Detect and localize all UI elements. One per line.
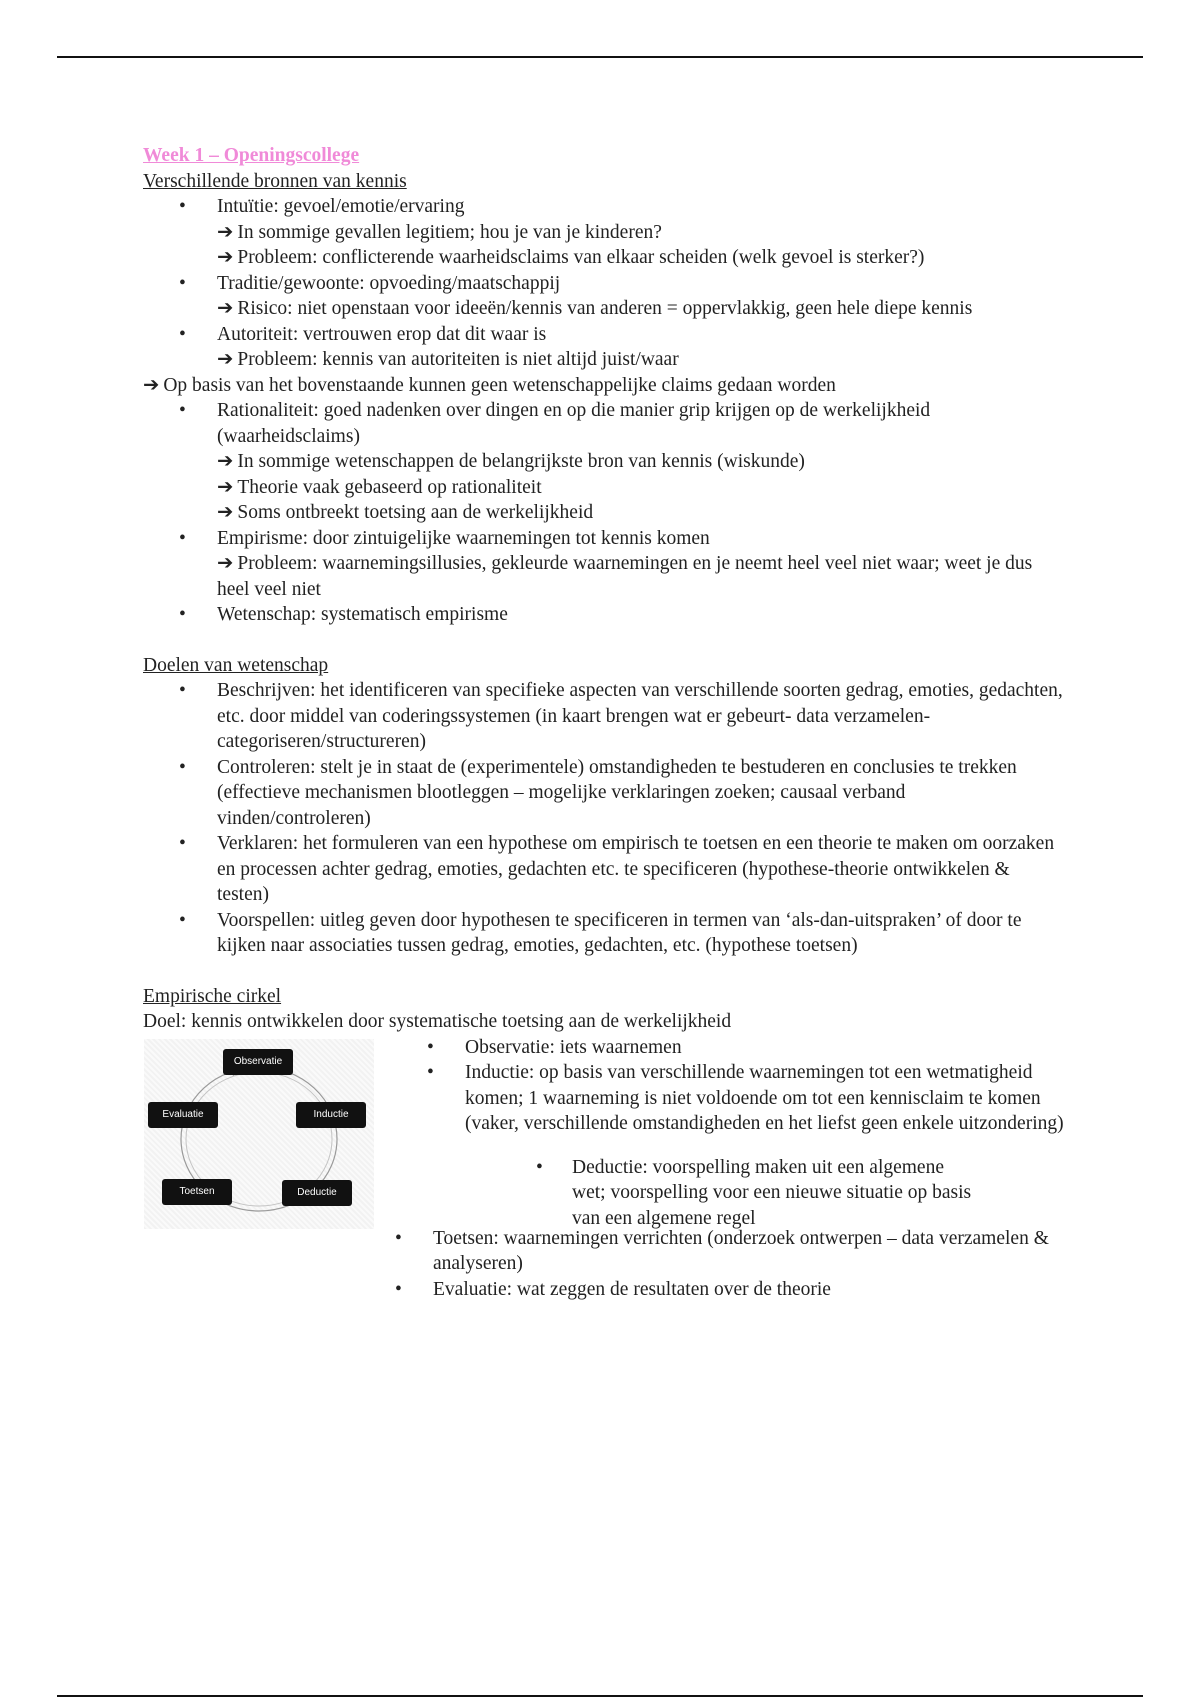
list-item: • Empirisme: door zintuigelijke waarnemingen tot kennis komen	[143, 526, 1063, 552]
arrow-note	[143, 220, 1063, 246]
section-heading-goals: Doelen van wetenschap	[143, 654, 329, 676]
list-item: • Voorspellen: uitleg geven door hypothesen te specificeren in termen van ‘als-dan-uitspraken’ of door te kijken naar associaties tussen gedrag, emoties, gedachten, etc. (hypothese toetsen)	[143, 908, 1063, 959]
arrow-note	[143, 475, 1063, 501]
node-inductie: Inductie	[296, 1102, 366, 1128]
list-item: • Verklaren: het formuleren van een hypothese om empirisch te toetsen en een theorie te maken om oorzaken en processen achter gedrag, emoties, gedachten etc. te specificeren (hypothese-theorie ontwikkelen & testen)	[143, 831, 1063, 908]
arrow-icon: ➔	[217, 553, 234, 574]
list-item: • Observatie: iets waarnemen	[391, 1035, 1081, 1061]
bottom-rule	[57, 1695, 1143, 1697]
list-item: • Toetsen: waarnemingen verrichten (onderzoek ontwerpen – data verzamelen & analyseren)	[359, 1226, 1079, 1277]
cycle-goal: Doel: kennis ontwikkelen door systematische toetsing aan de werkelijkheid	[143, 1011, 732, 1032]
note-text: Probleem: conflicterende waarheidsclaims van elkaar scheiden (welk gevoel is sterker?)	[237, 247, 925, 268]
list-item: • Wetenschap: systematisch empirisme	[143, 602, 1063, 628]
conclusion-line	[143, 373, 1063, 399]
arrow-note	[143, 551, 1063, 602]
arrow-note	[143, 245, 1063, 271]
list-item: • Evaluatie: wat zeggen de resultaten over de theorie	[359, 1277, 1079, 1303]
conclusion-text: Op basis van het bovenstaande kunnen geen wetenschappelijke claims gedaan worden	[163, 374, 836, 396]
arrow-icon: ➔	[143, 374, 160, 396]
document-body	[143, 143, 1063, 1325]
note-text: Risico: niet openstaan voor ideeën/kennis van anderen = oppervlakkig, geen hele diepe kennis	[237, 298, 973, 319]
arrow-note	[143, 449, 1063, 475]
arrow-icon: ➔	[217, 221, 234, 243]
arrow-icon: ➔	[217, 349, 234, 370]
page-title: Week 1 – Openingscollege	[143, 145, 360, 166]
top-rule	[57, 56, 1143, 58]
note-text: In sommige wetenschappen de belangrijkste bron van kennis (wiskunde)	[237, 451, 805, 472]
cycle-list	[391, 1035, 1081, 1137]
node-toetsen: Toetsen	[162, 1179, 232, 1205]
list-item: • Intuïtie: gevoel/emotie/ervaring	[143, 194, 1063, 220]
note-text: Probleem: kennis van autoriteiten is niet altijd juist/waar	[237, 349, 679, 370]
empirical-cycle-block	[143, 1035, 1063, 1325]
note-text: Theorie vaak gebaseerd op rationaliteit	[237, 476, 542, 498]
arrow-icon: ➔	[217, 247, 234, 268]
note-text: Soms ontbreekt toetsing aan de werkelijkheid	[237, 502, 594, 523]
spacer	[143, 959, 1063, 984]
arrow-note	[143, 296, 1063, 322]
list-item: • Rationaliteit: goed nadenken over dingen en op die manier grip krijgen op de werkelijkheid (waarheidsclaims)	[143, 398, 1063, 449]
arrow-icon: ➔	[217, 451, 234, 472]
cycle-sublist	[536, 1155, 981, 1232]
note-text: In sommige gevallen legitiem; hou je van je kinderen?	[237, 221, 662, 243]
section-heading-sources: Verschillende bronnen van kennis	[143, 170, 407, 192]
arrow-note	[143, 347, 1063, 373]
note-text: Probleem: waarnemingsillusies, gekleurde waarnemingen en je neemt heel veel niet waar; weet je dus heel veel niet	[217, 553, 1033, 600]
arrow-note	[143, 500, 1063, 526]
list-item: • Deductie: voorspelling maken uit een algemene wet; voorspelling voor een nieuwe situatie op basis van een algemene regel	[536, 1155, 981, 1232]
arrow-icon: ➔	[217, 476, 234, 498]
empirical-cycle-diagram	[144, 1039, 374, 1229]
list-item: • Traditie/gewoonte: opvoeding/maatschappij	[143, 271, 1063, 297]
spacer	[143, 628, 1063, 653]
list-item: • Beschrijven: het identificeren van specifieke aspecten van verschillende soorten gedrag, emoties, gedachten, etc. door middel van coderingssystemen (in kaart brengen wat er gebeurt- data verzamelen- categoriseren/structureren)	[143, 678, 1063, 755]
list-item: • Inductie: op basis van verschillende waarnemingen tot een wetmatigheid komen; 1 waarneming is niet voldoende om tot een kennisclaim te komen (vaker, verschillende omstandigheden en het liefst geen enkele uitzondering)	[391, 1060, 1081, 1137]
list-item: • Controleren: stelt je in staat de (experimentele) omstandigheden te bestuderen en conclusies te trekken (effectieve mechanismen blootleggen – mogelijke verklaringen zoeken; causaal verband vinden/controleren)	[143, 755, 1063, 832]
list-item: • Autoriteit: vertrouwen erop dat dit waar is	[143, 322, 1063, 348]
node-evaluatie: Evaluatie	[148, 1102, 218, 1128]
section-heading-cycle: Empirische cirkel	[143, 985, 282, 1007]
arrow-icon: ➔	[217, 298, 234, 319]
node-observatie: Observatie	[223, 1049, 293, 1075]
cycle-list-lower	[359, 1226, 1079, 1303]
node-deductie: Deductie	[282, 1180, 352, 1206]
arrow-icon: ➔	[217, 502, 234, 523]
